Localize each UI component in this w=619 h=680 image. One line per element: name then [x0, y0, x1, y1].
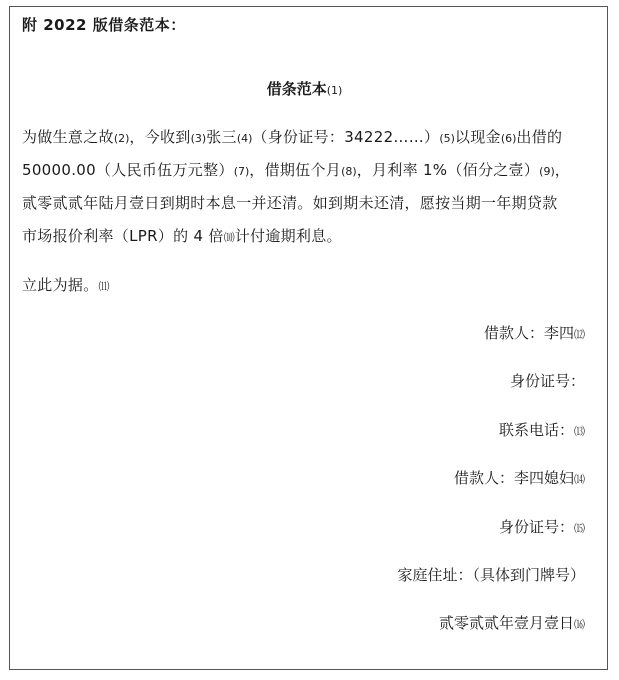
body-line-5	[22, 274, 110, 295]
signature-date	[439, 612, 585, 633]
signature-label: 借款人：李四媳妇	[453, 469, 574, 487]
footnote-marker: (7)	[233, 165, 250, 178]
footnote-marker: ⒂	[574, 522, 585, 535]
body-line-2	[22, 159, 570, 180]
title-text: 借条范本	[266, 80, 327, 98]
body-text: ，借期伍个月	[249, 161, 342, 179]
body-text: 张三	[206, 128, 237, 146]
body-text: 计付逾期利息。	[234, 227, 342, 245]
footnote-marker: ⒁	[574, 473, 585, 486]
body-text: （身份证号：34222……）	[252, 128, 440, 146]
signature-label: 联系电话：	[498, 421, 574, 439]
signature-label: 借款人：李四	[483, 324, 574, 342]
footnote-marker: ⒃	[574, 618, 585, 631]
footnote-marker: (9)	[539, 165, 555, 178]
footnote-marker: (6)	[500, 132, 517, 145]
document-heading: 附 2022 版借条范本：	[22, 16, 186, 34]
signature-label: 贰零贰贰年壹月壹日	[438, 614, 574, 632]
body-line-4	[22, 225, 342, 246]
body-text: 贰零贰贰年陆月壹日到期时本息一并还清。如到期未还清，愿按当期一年期贷款	[22, 194, 558, 212]
footnote-marker: ⑾	[98, 280, 110, 293]
signature-borrower	[484, 322, 585, 343]
footnote-marker: (5)	[439, 132, 455, 145]
body-text: ，今收到	[129, 128, 191, 146]
footnote-marker: (3)	[190, 132, 207, 145]
footnote-marker: (8)	[341, 165, 357, 178]
signature-id-number	[510, 370, 585, 391]
signature-co-id-number	[499, 516, 585, 537]
footnote-marker: ⑿	[574, 328, 585, 341]
body-line-1	[22, 126, 562, 147]
signature-address	[397, 564, 585, 585]
footnote-marker: (4)	[236, 132, 253, 145]
body-text: 为做生意之故	[22, 128, 114, 146]
body-text: 出借的	[516, 128, 563, 146]
footnote-marker: ⒀	[574, 425, 585, 438]
footnote-marker: ⑽	[223, 231, 235, 244]
footnote-marker: (1)	[326, 84, 343, 97]
document-title	[22, 78, 587, 99]
body-line-3	[22, 192, 558, 213]
signature-phone	[499, 419, 585, 440]
body-text: 以现金	[454, 128, 501, 146]
signature-label: 家庭住址：（具体到门牌号）	[397, 566, 585, 584]
body-text: 立此为据。	[22, 276, 99, 294]
body-text: ，月利率 1%（佰分之壹）	[356, 161, 540, 179]
signature-label: 身份证号：	[498, 518, 574, 536]
signature-label: 身份证号：	[509, 372, 585, 390]
body-text: 市场报价利率（LPR）的 4 倍	[22, 227, 224, 245]
signature-co-borrower	[454, 467, 585, 488]
body-text: 50000.00（人民币伍万元整）	[22, 161, 234, 179]
body-text: ，	[554, 161, 571, 179]
footnote-marker: (2)	[113, 132, 130, 145]
